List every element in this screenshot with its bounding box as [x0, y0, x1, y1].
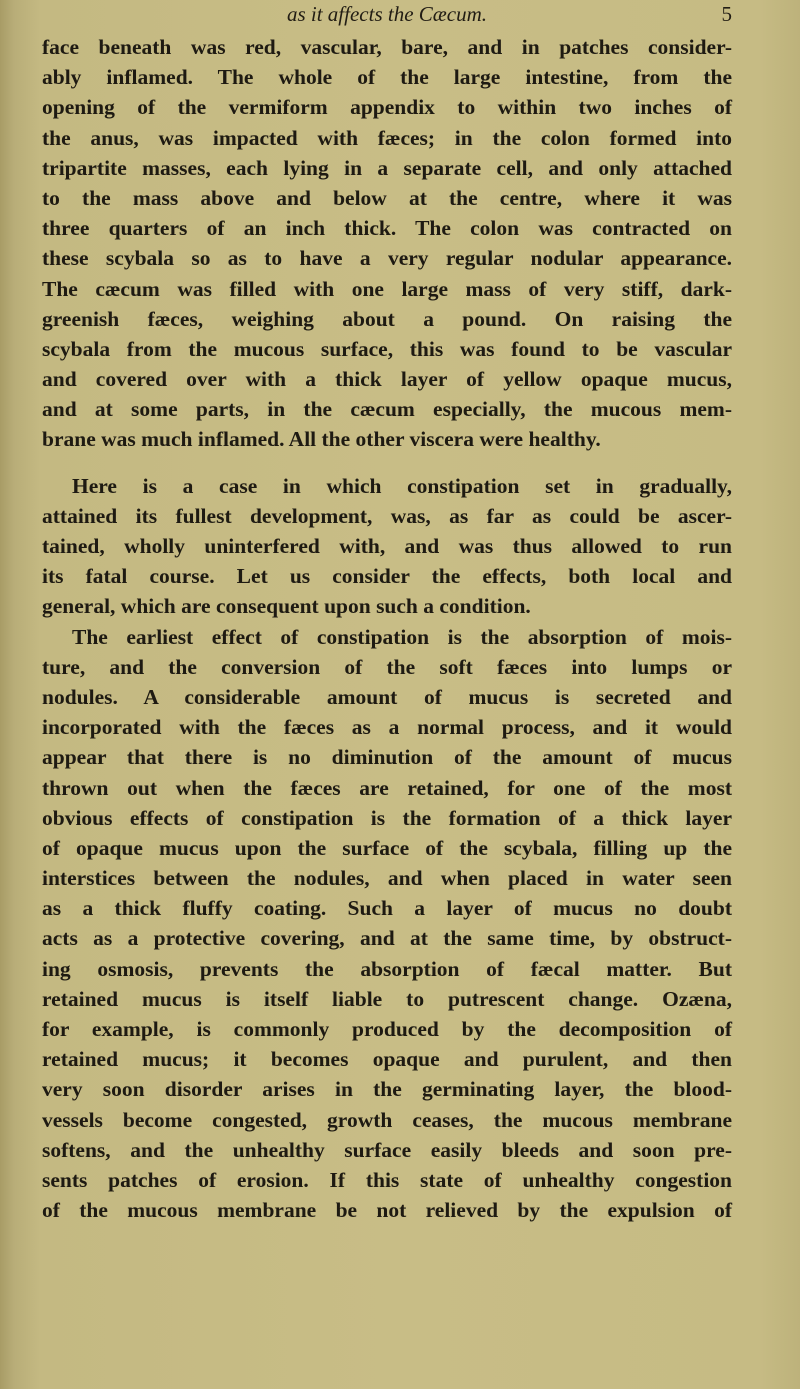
text-line: very soon disorder arises in the germinating layer, the blood- [42, 1077, 732, 1102]
paragraph-1 [42, 32, 732, 455]
text-line: these scybala so as to have a very regular nodular appearance. [42, 246, 732, 271]
running-head [42, 0, 732, 28]
running-title: as it affects the Cæcum. [286, 2, 488, 26]
text-line: to the mass above and below at the centre, where it was [42, 185, 732, 210]
text-line: acts as a protective covering, and at the same time, by obstruct- [42, 926, 732, 951]
text-line: general, which are consequent upon such a condition. [42, 594, 531, 619]
text-line: face beneath was red, vascular, bare, and in patches consider- [42, 35, 732, 59]
text-line: tripartite masses, each lying in a separate cell, and only attached [42, 155, 732, 180]
text-line: greenish fæces, weighing about a pound. On raising the [42, 306, 732, 331]
text-line: sents patches of erosion. If this state of unhealthy congestion [42, 1167, 732, 1192]
paragraph-3 [42, 622, 732, 1226]
text-line: tained, wholly uninterfered with, and was thus allowed to run [42, 534, 732, 558]
text-line: ture, and the conversion of the soft fæces into lumps or [42, 654, 732, 679]
text-line: appear that there is no diminution of the amount of mucus [42, 745, 732, 770]
text-line: obvious effects of constipation is the formation of a thick layer [42, 805, 732, 830]
text-line: Here is a case in which constipation set in gradually, [72, 473, 732, 498]
text-line: interstices between the nodules, and when placed in water seen [42, 866, 732, 891]
text-line: thrown out when the fæces are retained, for one of the most [42, 775, 732, 800]
text-line: attained its fullest development, was, as far as could be ascer- [42, 503, 732, 528]
text-line: retained mucus; it becomes opaque and purulent, and then [42, 1047, 732, 1072]
paragraph-2 [42, 471, 732, 622]
text-line: scybala from the mucous surface, this was found to be vascular [42, 336, 732, 361]
paragraph-gap [42, 455, 732, 471]
text-line: ing osmosis, prevents the absorption of fæcal matter. But [42, 956, 732, 981]
text-line: opening of the vermiform appendix to within two inches of [42, 95, 732, 120]
text-line: and covered over with a thick layer of yellow opaque mucus, [42, 367, 732, 392]
text-line: The earliest effect of constipation is the absorption of mois- [72, 624, 732, 649]
page-number: 5 [721, 2, 732, 26]
text-line: retained mucus is itself liable to putrescent change. Ozæna, [42, 986, 732, 1011]
text-line: vessels become congested, growth ceases, the mucous membrane [42, 1107, 732, 1132]
text-line: The cæcum was filled with one large mass of very stiff, dark- [42, 276, 732, 301]
body-text [42, 32, 732, 1225]
text-line: three quarters of an inch thick. The colon was contracted on [42, 216, 732, 241]
text-line: brane was much inflamed. All the other viscera were healthy. [42, 427, 601, 452]
text-line: and at some parts, in the cæcum especially, the mucous mem- [42, 397, 732, 422]
text-line: as a thick fluffy coating. Such a layer of mucus no doubt [42, 896, 732, 921]
text-line: nodules. A considerable amount of mucus is secreted and [42, 684, 732, 709]
text-line: of the mucous membrane be not relieved by the expulsion of [42, 1198, 732, 1223]
text-line: ably inflamed. The whole of the large intestine, from the [42, 65, 732, 90]
text-line: the anus, was impacted with fæces; in the colon formed into [42, 125, 732, 150]
text-line: of opaque mucus upon the surface of the scybala, filling up the [42, 835, 732, 860]
text-line: for example, is commonly produced by the decomposition of [42, 1017, 732, 1041]
text-line: softens, and the unhealthy surface easily bleeds and soon pre- [42, 1137, 732, 1162]
text-line: incorporated with the fæces as a normal process, and it would [42, 715, 732, 740]
text-line: its fatal course. Let us consider the effects, both local and [42, 564, 732, 589]
